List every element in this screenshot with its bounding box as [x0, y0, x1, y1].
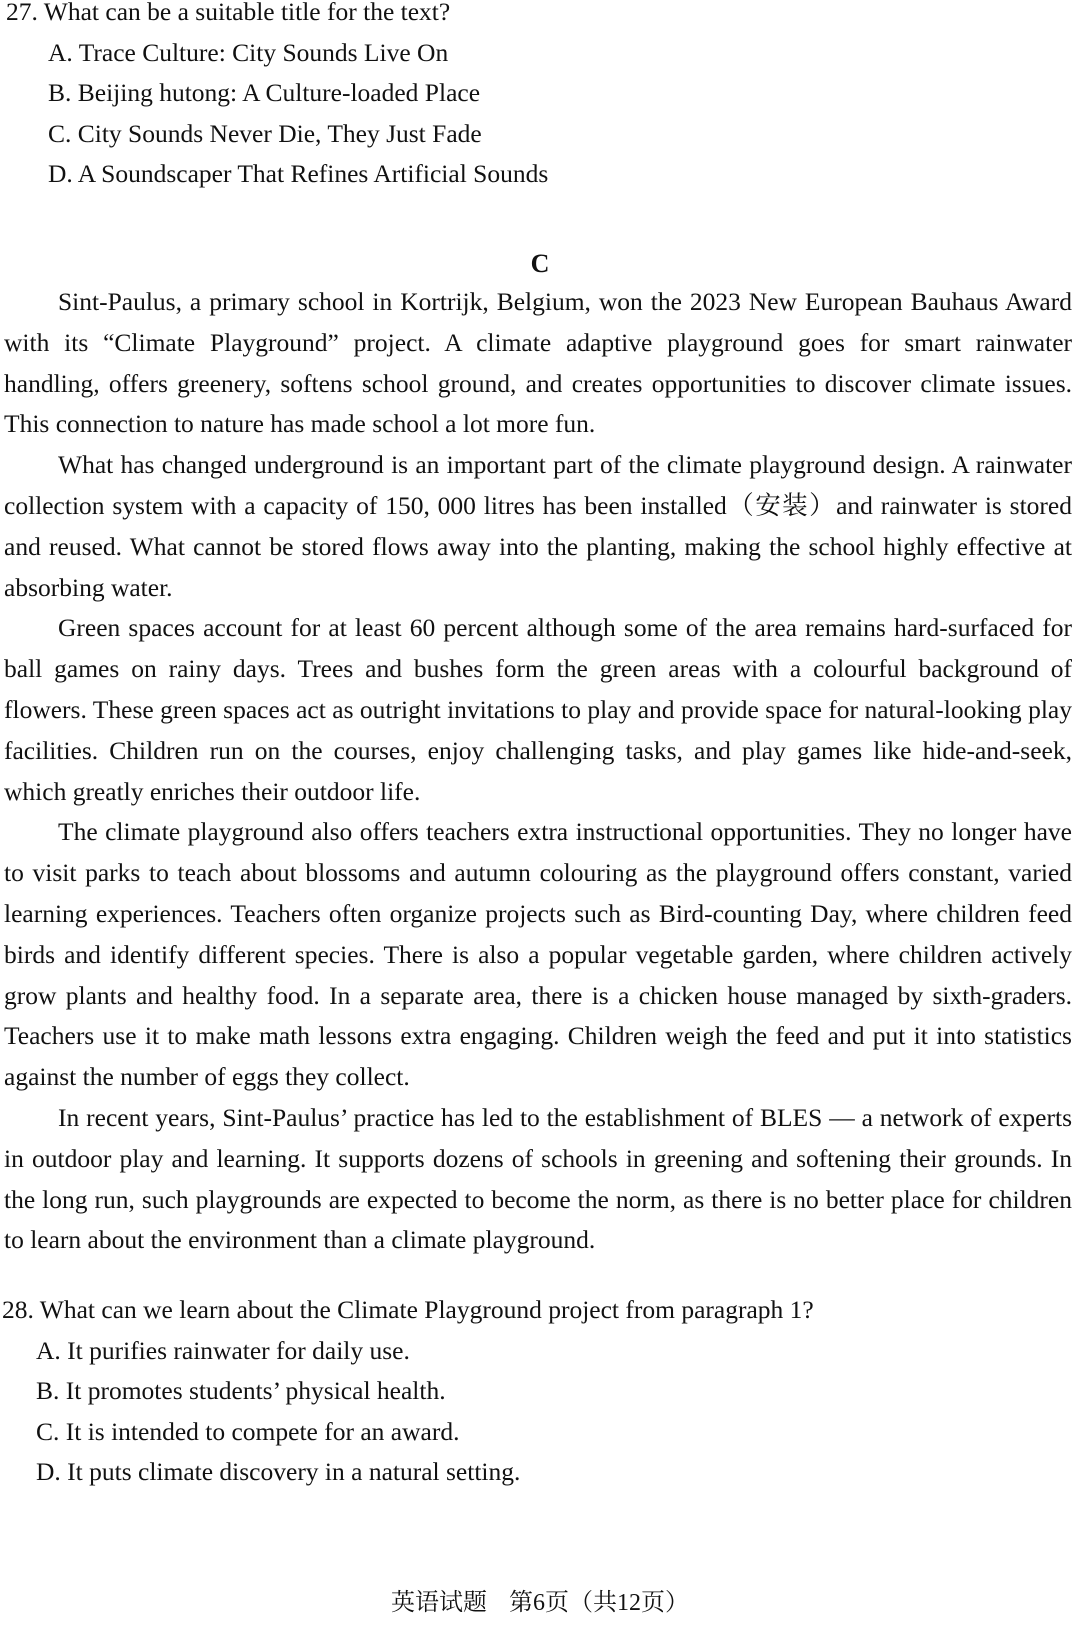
question-28-option-d: D. It puts climate discovery in a natural setting. [36, 1457, 521, 1486]
footer-subject: 英语试题 [391, 1590, 487, 1616]
question-28-option-c: C. It is intended to compete for an award. [36, 1416, 460, 1446]
passage-c [4, 282, 1072, 1261]
question-27 [6, 0, 1066, 195]
question-27-option-a: A. Trace Culture: City Sounds Live On [48, 37, 449, 67]
passage-paragraph-1: Sint-Paulus, a primary school in Kortrijk, Belgium, won the 2023 New European Bauhaus Award with its “Climate Playground” project. A climate adaptive playground goes for smart rainwater handling, offers greenery, softens school ground, and creates opportunities to discover climate issues. This connection to nature has made school a lot more fun. [4, 287, 1072, 439]
passage-paragraph-2: What has changed underground is an important part of the climate playground design. A rainwater collection system with a capacity of 150, 000 litres has been installed（安装）and rainwater is stored and reused. What cannot be stored flows away into the planting, making the school highly effective at absorbing water. [4, 450, 1072, 602]
passage-section-letter: C [530, 249, 550, 278]
page-footer [0, 1585, 1080, 1621]
question-27-option-c: C. City Sounds Never Die, They Just Fade [48, 118, 482, 148]
question-28-stem: 28. What can we learn about the Climate Playground project from paragraph 1? [2, 1295, 814, 1324]
passage-paragraph-5: In recent years, Sint-Paulus’ practice has led to the establishment of BLES — a network of experts in outdoor play and learning. It supports dozens of schools in greening and softening their grounds. In the long run, such playgrounds are expected to become the norm, as there is no better place for children to learn about the environment than a climate playground. [4, 1102, 1072, 1255]
question-28 [2, 1290, 1062, 1493]
question-27-option-d: D. A Soundscaper That Refines Artificial Sounds [48, 159, 549, 188]
question-27-option-b: B. Beijing hutong: A Culture-loaded Place [48, 78, 481, 107]
question-27-stem: 27. What can be a suitable title for the text? [6, 0, 451, 26]
footer-page-info: 第6页（共12页） [509, 1590, 689, 1616]
passage-paragraph-4: The climate playground also offers teachers extra instructional opportunities. They no longer have to visit parks to teach about blossoms and autumn colouring as the playground offers constant, varied learning experiences. Teachers often organize projects such as Bird-counting Day, where children feed birds and identify different species. There is also a popular vegetable garden, where children actively grow plants and healthy food. In a separate area, there is a chicken house managed by sixth-graders. Teachers use it to make math lessons extra engaging. Children weigh the feed and put it into statistics against the number of eggs they collect. [4, 817, 1072, 1092]
question-28-option-b: B. It promotes students’ physical health. [36, 1376, 446, 1405]
question-28-option-a: A. It purifies rainwater for daily use. [36, 1335, 410, 1365]
passage-paragraph-3: Green spaces account for at least 60 percent although some of the area remains hard-surfaced for ball games on rainy days. Trees and bushes form the green areas with a colourful background of flowers. These green spaces act as outright invitations to play and provide space for natural-looking play facilities. Children run on the courses, enjoy challenging tasks, and play games like hide-and-seek, which greatly enriches their outdoor life. [4, 613, 1072, 806]
